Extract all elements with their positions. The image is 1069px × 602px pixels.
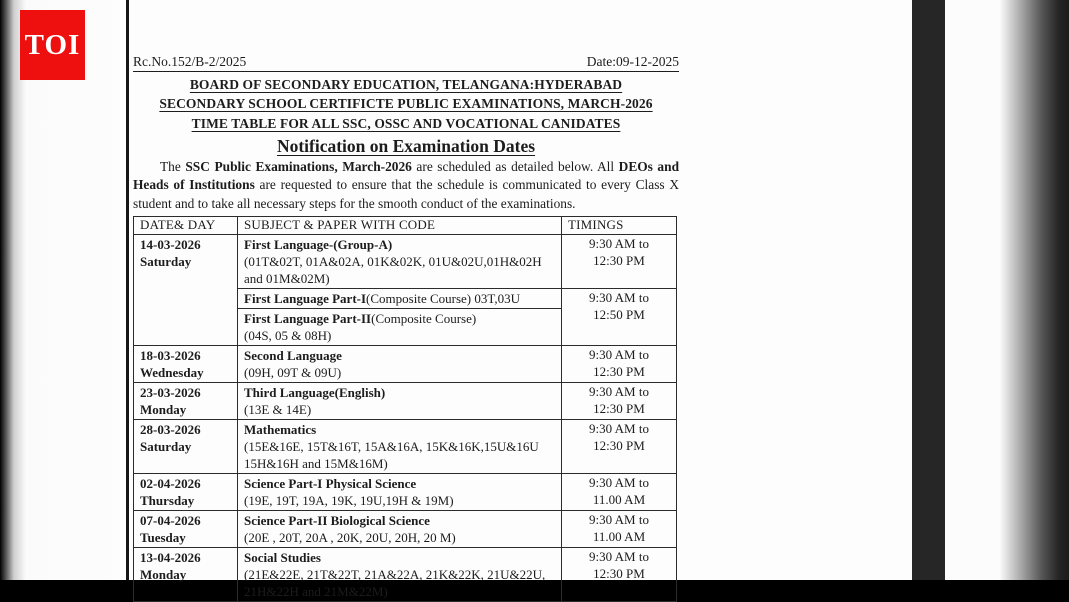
ref-and-date-row — [133, 54, 679, 72]
timing-cell: 9:30 AM to 12:50 PM — [562, 289, 677, 346]
table-row — [134, 511, 677, 548]
subject-cell: Third Language(English) (13E & 14E) — [238, 383, 562, 420]
timing-cell: 9:30 AM to 12:30 PM — [562, 420, 677, 474]
subject-cell: First Language-(Group-A) (01T&02T, 01A&02A, 01K&02K, 01U&02U,01H&02H and 01M&02M) — [238, 235, 562, 289]
timing-cell: 9:30 AM to 12:30 PM — [562, 383, 677, 420]
intro-lead: The — [160, 158, 186, 174]
table-row — [134, 383, 677, 420]
subject-cell: Science Part-I Physical Science (19E, 19T, 19A, 19K, 19U,19H & 19M) — [238, 474, 562, 511]
timing-cell: 9:30 AM to 12:30 PM — [562, 235, 677, 289]
timing-cell: 9:30 AM to 12:30 PM — [562, 346, 677, 383]
subject-cell: First Language Part-I(Composite Course) 03T,03U — [238, 289, 562, 309]
date-cell: 18-03-2026 Wednesday — [134, 346, 238, 383]
document-content — [133, 54, 679, 602]
intro-mid: are scheduled as detailed below. All — [411, 158, 619, 174]
date-cell: 28-03-2026 Saturday — [134, 420, 238, 474]
table-row — [134, 548, 677, 602]
left-page-margin — [0, 0, 126, 580]
date-cell: 14-03-2026 Saturday — [134, 235, 238, 346]
timing-cell: 9:30 AM to 12:30 PM — [562, 548, 677, 602]
intro-paragraph — [133, 158, 679, 214]
org-name-line: BOARD OF SECONDARY EDUCATION, TELANGANA:HYDERABAD — [189, 76, 623, 92]
subject-cell: Science Part-II Biological Science (20E , 20T, 20A , 20K, 20U, 20H, 20 M) — [238, 511, 562, 548]
subject-cell: Mathematics (15E&16E, 15T&16T, 15A&16A, 15K&16K,15U&16U 15H&16H and 15M&16M) — [238, 420, 562, 474]
intro-bold-deos: DEOs and Heads of Institutions — [133, 158, 680, 193]
date-cell: 13-04-2026 Monday — [134, 548, 238, 602]
exam-timetable — [133, 216, 677, 602]
toi-logo-text: TOI — [24, 28, 81, 61]
intro-tail: are requested to ensure that the schedule is communicated to every Class X student and to take all necessary steps for the smooth conduct of the examinations. — [133, 177, 679, 211]
timetable-scope-line: TIME TABLE FOR ALL SSC, OSSC AND VOCATIONAL CANIDATES — [191, 115, 621, 131]
toi-logo — [20, 10, 85, 80]
right-page-margin — [945, 0, 1069, 580]
col-header-timings: TIMINGS — [562, 217, 677, 235]
date-cell: 07-04-2026 Tuesday — [134, 511, 238, 548]
date-cell: 02-04-2026 Thursday — [134, 474, 238, 511]
ref-number: Rc.No.152/B-2/2025 — [133, 54, 247, 69]
table-header-row — [134, 217, 677, 235]
exam-title-line: SECONDARY SCHOOL CERTIFICTE PUBLIC EXAMINATIONS, MARCH-2026 — [159, 96, 653, 111]
timing-cell: 9:30 AM to 11.00 AM — [562, 474, 677, 511]
col-header-subject: SUBJECT & PAPER WITH CODE — [238, 217, 562, 235]
table-row — [134, 420, 677, 474]
subject-cell: Social Studies (21E&22E, 21T&22T, 21A&22A, 21K&22K, 21U&22U, 21H&22H and 21M&22M) — [238, 548, 562, 602]
date-cell: 23-03-2026 Monday — [134, 383, 238, 420]
subject-cell: Second Language (09H, 09T & 09U) — [238, 346, 562, 383]
subject-cell: First Language Part-II(Composite Course) (04S, 05 & 08H) — [238, 309, 562, 346]
issue-date: Date:09-12-2025 — [586, 54, 679, 69]
table-row — [134, 346, 677, 383]
table-row — [134, 474, 677, 511]
table-row — [134, 235, 677, 289]
timing-cell: 9:30 AM to 11.00 AM — [562, 511, 677, 548]
document-right-edge — [912, 0, 945, 580]
intro-bold-exams: SSC Public Examinations, March-2026 — [185, 158, 412, 174]
col-header-date-day: DATE& DAY — [134, 217, 238, 235]
notification-heading: Notification on Examination Dates — [276, 135, 536, 156]
